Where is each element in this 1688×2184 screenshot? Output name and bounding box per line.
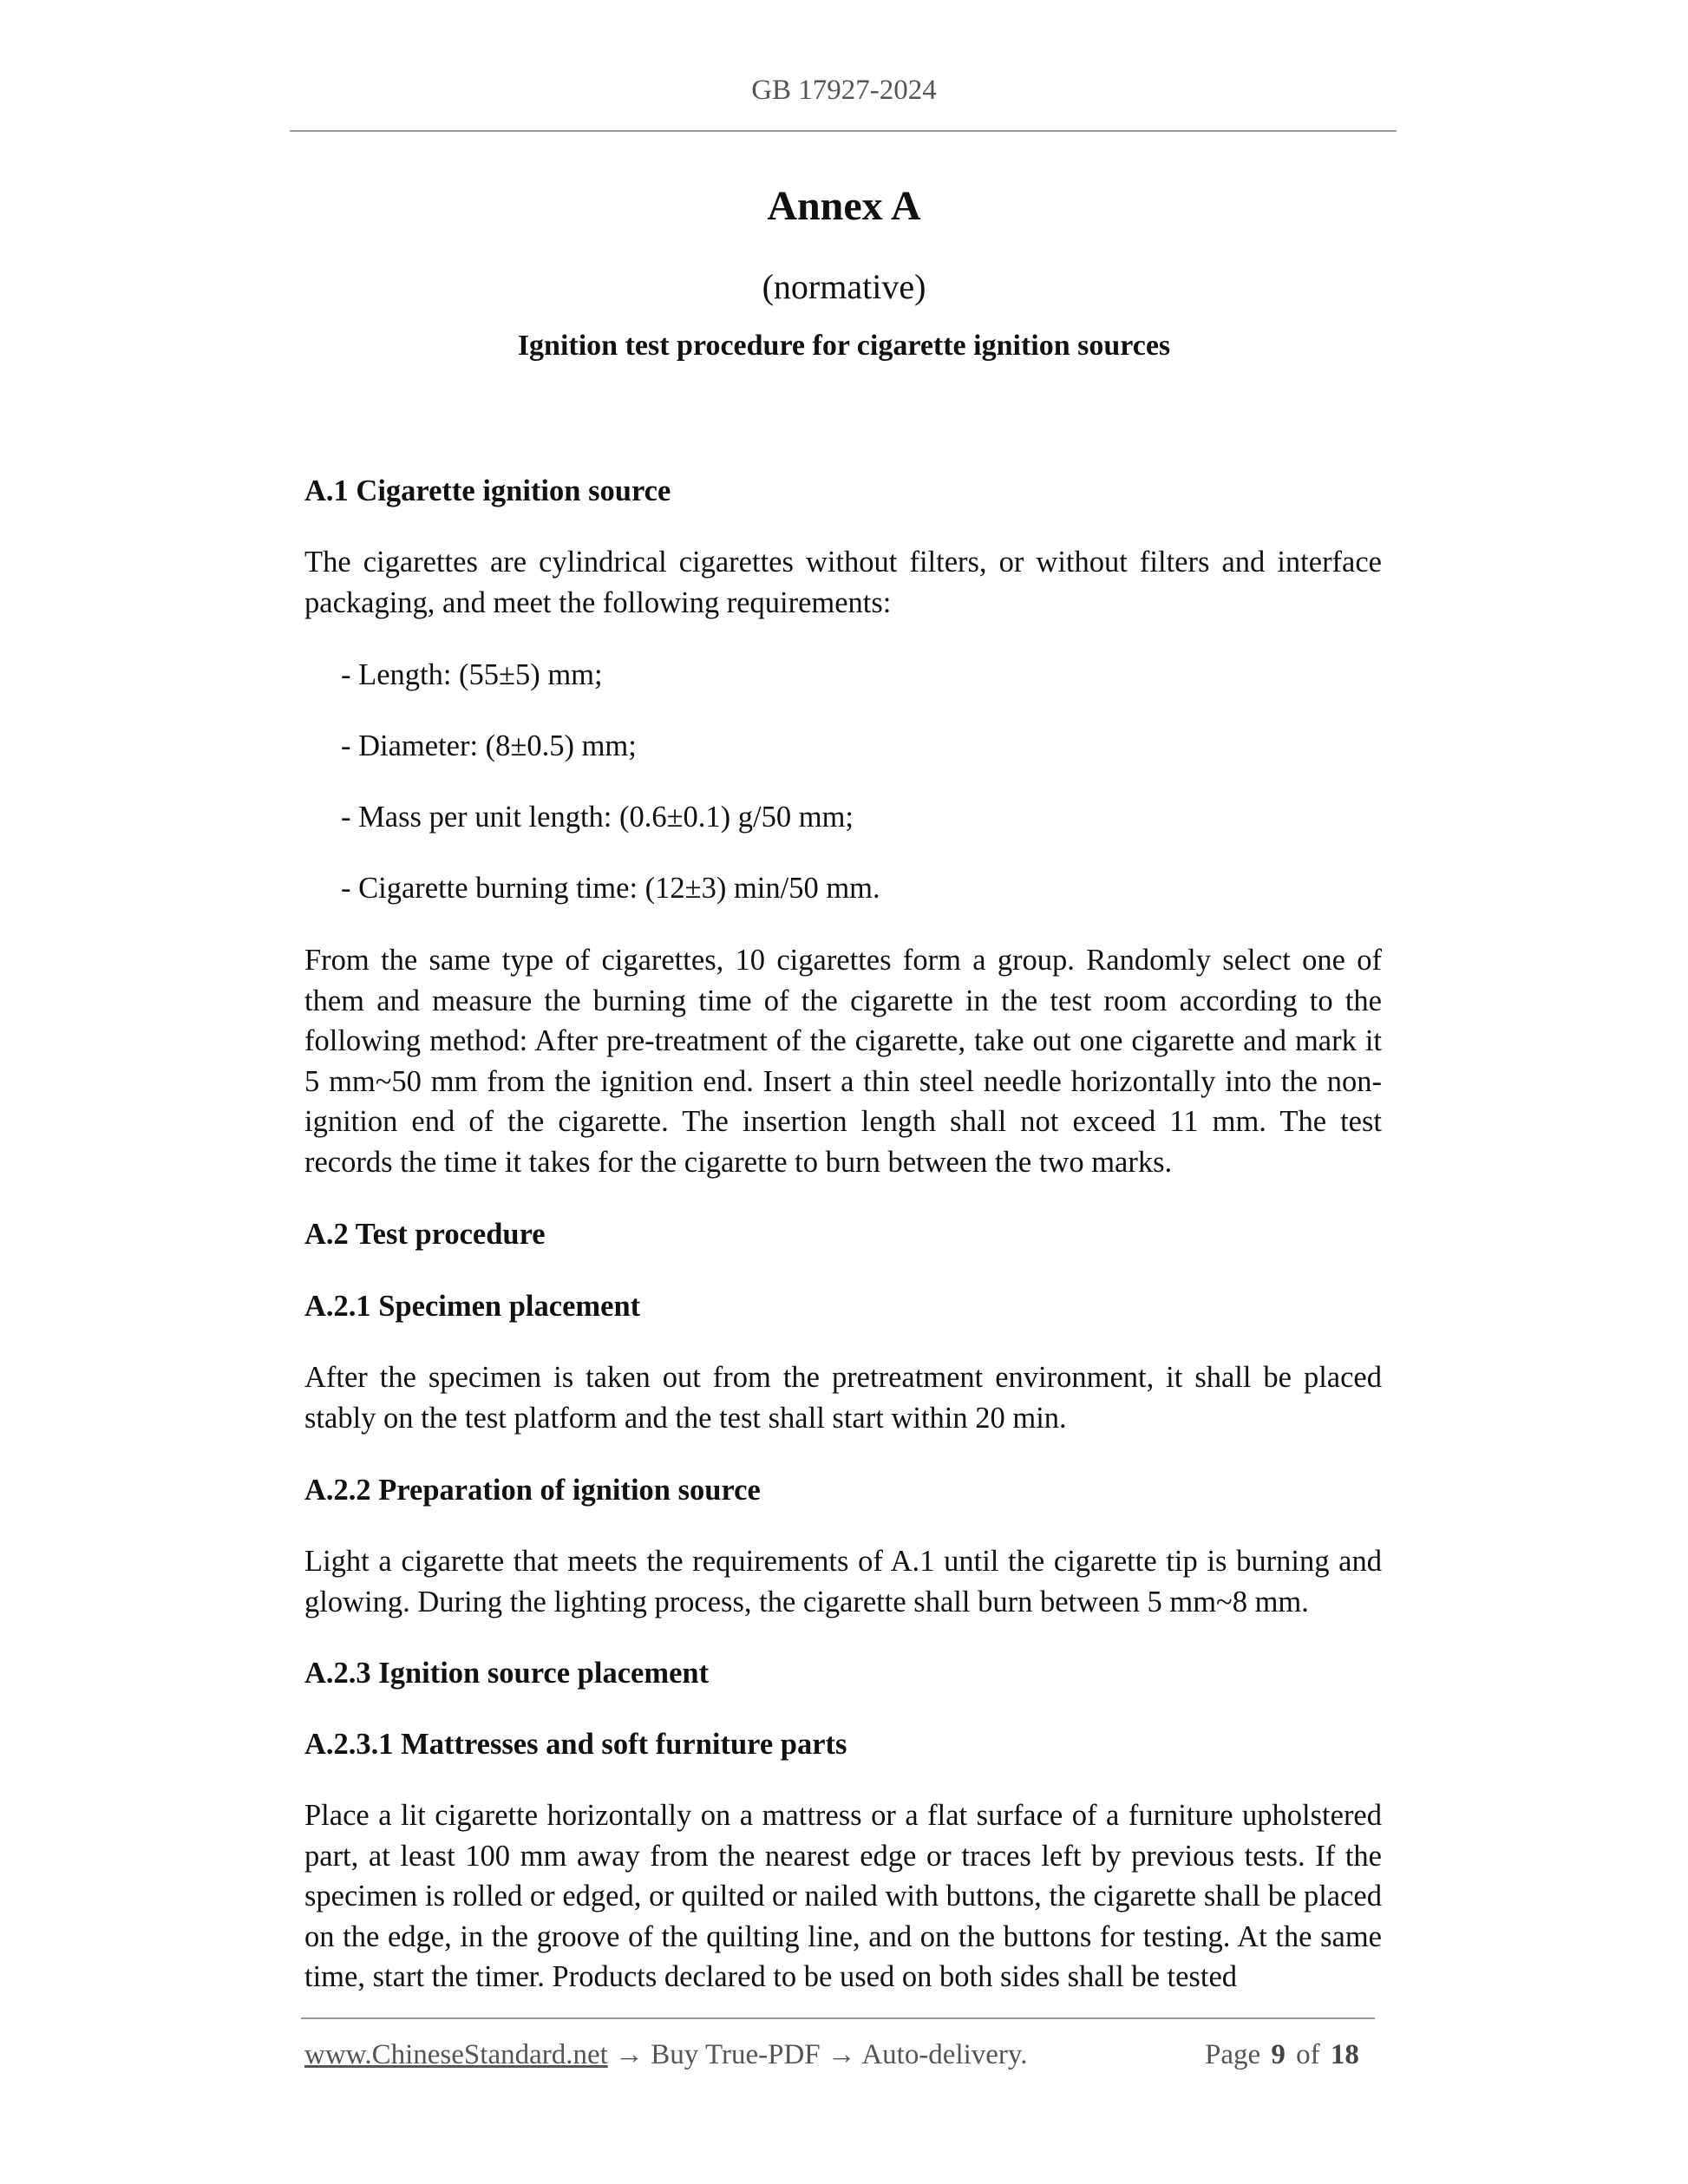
paragraph-a231: Place a lit cigarette horizontally on a mattress or a flat surface of a furniture upholstered part, at least 100 mm away from the nearest edge or traces left by previous tests. If the specimen is rolled or edged, or quilted or nailed with buttons, the cigarette shall be placed on the edge, in the groove of the quilting line, and on the buttons for testing. At the same time, start the timer. Products declared to be used on both sides shall be tested [304,1799,1382,1993]
arrow-icon: → [827,2039,856,2070]
paragraph-a1-method: From the same type of cigarettes, 10 cigarettes form a group. Randomly select one of them and measure the burning time of the cigarette in the test room according to the following method: After pre-treatment of the cigarette, take out one cigarette and mark it 5 mm~50 mm from the ignition end. Insert a thin steel needle horizontally into the non-ignition end of the cigarette. The insertion length shall not exceed 11 mm. The test records the time it takes for the cigarette to burn between the two marks. [304,944,1382,1179]
buy-pdf-text: Buy True-PDF [651,2039,821,2070]
of-label: of [1296,2039,1320,2070]
paragraph-a1-intro: The cigarettes are cylindrical cigarettes without filters, or without filters and interface packaging, and meet the following requirements: [304,546,1382,619]
heading-a1: A.1 Cigarette ignition source [304,474,671,507]
page-number [1205,2039,1359,2071]
bullet-length: - Length: (55±5) mm; [341,658,603,691]
document-id-header: GB 17927-2024 [751,75,937,106]
footer-promo [304,2039,1028,2071]
heading-a22: A.2.2 Preparation of ignition source [304,1474,761,1507]
chinesestandard-link[interactable]: www.ChineseStandard.net [304,2039,608,2070]
heading-a231: A.2.3.1 Mattresses and soft furniture parts [304,1728,847,1761]
page-label: Page [1205,2039,1261,2070]
bullet-mass: - Mass per unit length: (0.6±0.1) g/50 mm; [341,801,854,834]
annex-subtitle: Ignition test procedure for cigarette ignition sources [517,330,1171,362]
paragraph-a22: Light a cigarette that meets the requirements of A.1 until the cigarette tip is burning and glowing. During the lighting process, the cigarette shall burn between 5 mm~8 mm. [304,1545,1382,1618]
paragraph-a21: After the specimen is taken out from the pretreatment environment, it shall be placed stably on the test platform and the test shall start within 20 min. [304,1361,1382,1435]
heading-a23: A.2.3 Ignition source placement [304,1657,710,1690]
current-page: 9 [1271,2039,1286,2070]
annex-type: (normative) [762,267,926,306]
bullet-burning-time: - Cigarette burning time: (12±3) min/50 mm. [341,872,880,905]
total-pages: 18 [1330,2039,1359,2070]
heading-a2: A.2 Test procedure [304,1218,546,1251]
auto-delivery-text: Auto-delivery. [861,2039,1028,2070]
arrow-icon: → [615,2039,644,2070]
bullet-diameter: - Diameter: (8±0.5) mm; [341,729,637,762]
heading-a21: A.2.1 Specimen placement [304,1290,641,1323]
annex-title: Annex A [767,183,921,229]
footer-divider [301,2017,1375,2019]
header-divider [290,130,1397,132]
